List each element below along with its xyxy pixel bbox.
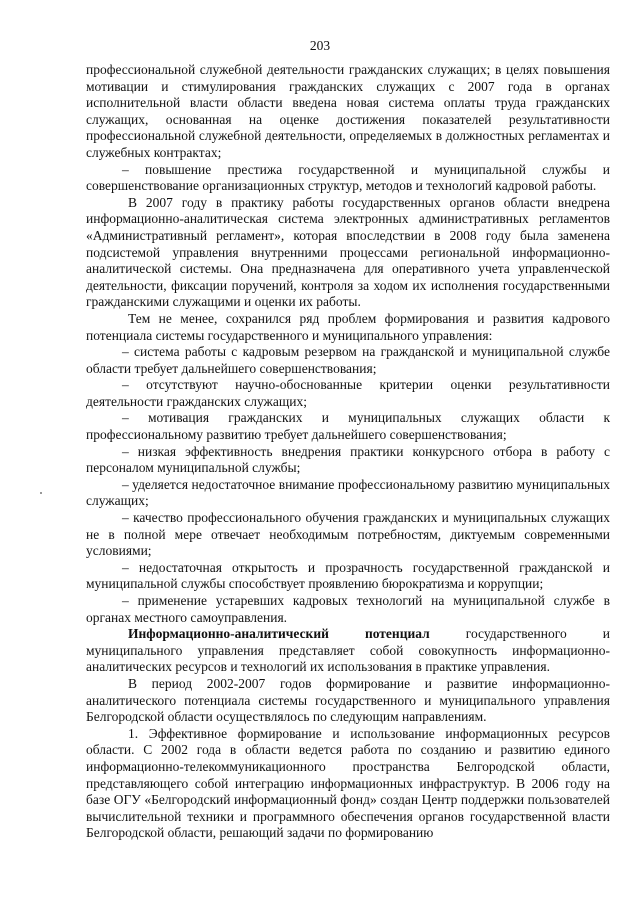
list-item: – недостаточная открытость и прозрачность государственной гражданской и муниципальной службы способствует проявлению бюрократизма и коррупции; (86, 559, 610, 592)
list-item: – повышение престижа государственной и муниципальной службы и совершенствование организационных структур, методов и технологий кадровой работы. (86, 161, 610, 194)
paragraph: профессиональной служебной деятельности гражданских служащих; в целях повышения мотивации и стимулирования гражданских служащих с 2007 года в органах исполнительной власти области введена новая система оплаты труда гражданских служащих, основанная на оценке достижения показателей результативности профессиональной служебной деятельности, определяемых в должностных регламентах и служебных контрактах; (86, 62, 610, 160)
bold-heading: Информационно-аналитический потенциал (128, 626, 430, 642)
paragraph-continuation: государственного и муниципального управления представляет собой совокупность информационно-аналитических ресурсов и технологий их использования в практике управления. (86, 626, 610, 675)
page-number: 203 (309, 38, 331, 53)
paragraph: 1. Эффективное формирование и использование информационных ресурсов области. С 2002 года в области ведется работа по созданию и развитию единого информационно-телекоммуникационного пространства Белгородской области, представляющего собой интеграцию информационных инфраструктур. В 2006 году на базе ОГУ «Белгородский информационный фонд» создан Центр поддержки пользователей вычислительной техники и программного обеспечения органов государственной власти Белгородской области, решающий задачи по формированию (86, 725, 610, 841)
list-item: – система работы с кадровым резервом на гражданской и муниципальной службе области требует дальнейшего совершенствования; (86, 344, 610, 376)
list-item: – мотивация гражданских и муниципальных служащих области к профессиональному развитию требует дальнейшего совершенствования; (86, 410, 610, 443)
list-item: – качество профессионального обучения гражданских и муниципальных служащих не в полной мере отвечает необходимым потребностям, диктуемым современными условиями; (86, 510, 610, 559)
paragraph (86, 626, 610, 676)
paragraph: В период 2002-2007 годов формирование и развитие информационно-аналитического потенциала системы государственного и муниципального управления Белгородской области осуществлялось по следующим направлениям. (86, 675, 610, 725)
page-body (86, 62, 610, 842)
list-item: – уделяется недостаточное внимание профессиональному развитию муниципальных служащих; (86, 476, 610, 509)
list-item: – применение устаревших кадровых технологий на муниципальной службе в органах местного самоуправления. (86, 593, 610, 625)
paragraph: Тем не менее, сохранился ряд проблем формирования и развития кадрового потенциала системы государственного и муниципального управления: (86, 310, 610, 343)
scan-speck (40, 492, 42, 494)
list-item: – отсутствуют научно-обоснованные критерии оценки результативности деятельности гражданских служащих; (86, 377, 610, 409)
paragraph: В 2007 году в практику работы государственных органов области внедрена информационно-аналитическая система электронных административных регламентов «Административный регламент», которая впоследствии в 2008 году была заменена подсистемой управления внутренними процессами региональной информационно-аналитической системы. Она предназначена для оперативного учета управленческой деятельности, фиксации поручений, контроля за ходом их исполнения государственными гражданскими служащими и оценки их работы. (86, 194, 610, 310)
list-item: – низкая эффективность внедрения практики конкурсного отбора в работу с персоналом муниципальной службы; (86, 443, 610, 476)
